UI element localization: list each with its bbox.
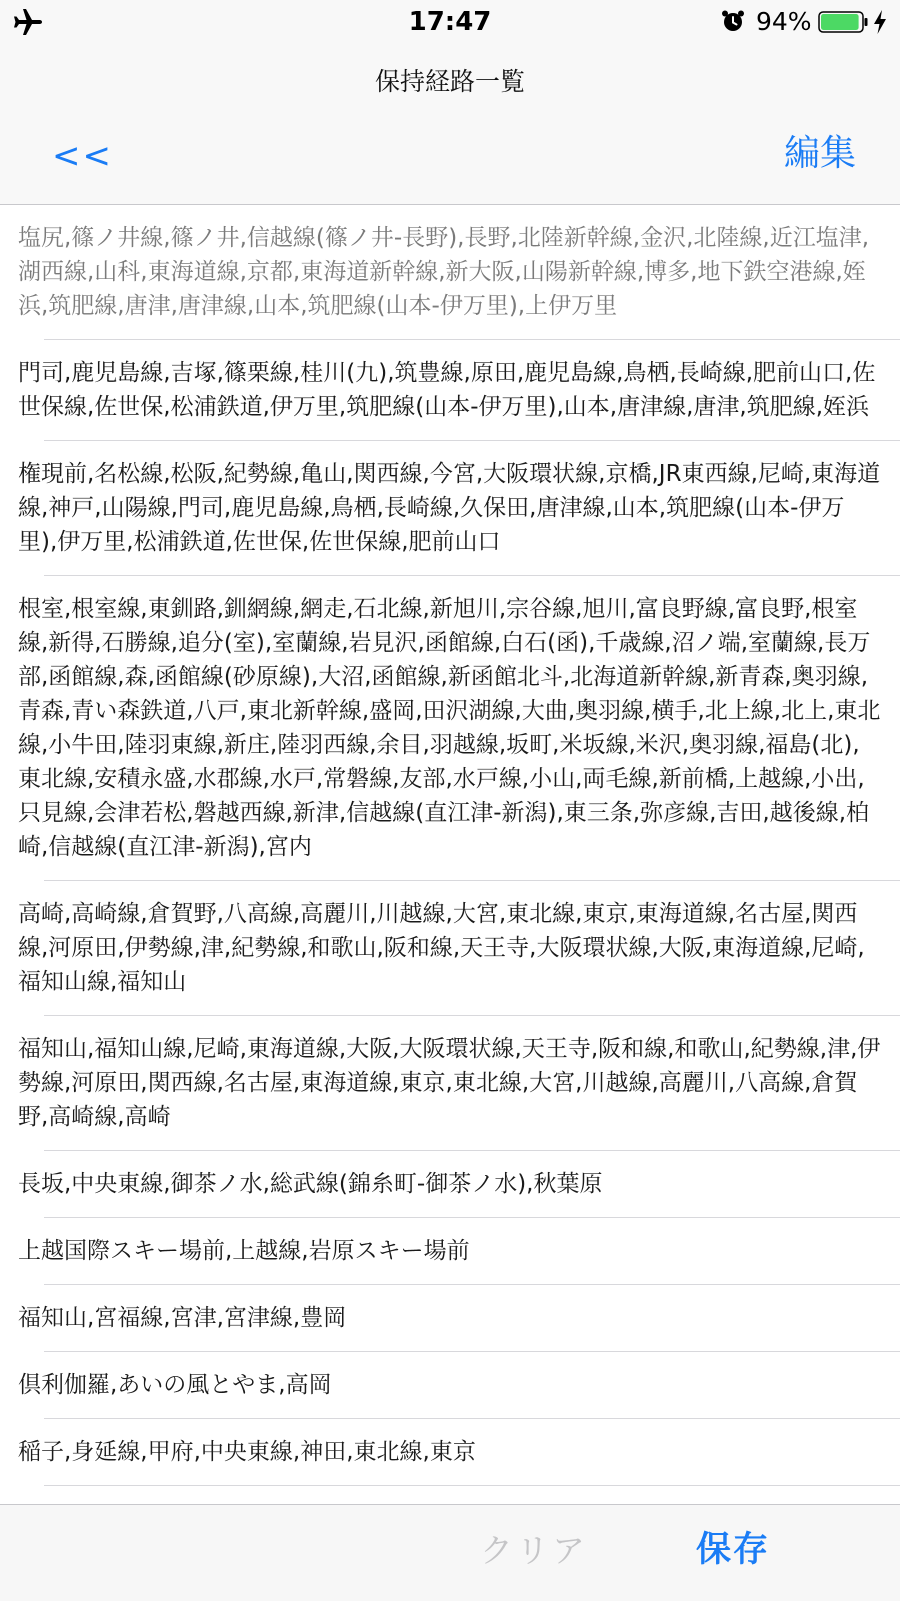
- navigation-bar: [0, 44, 900, 205]
- edit-button[interactable]: 編集: [783, 133, 856, 174]
- route-list-item[interactable]: 倶利伽羅,あいの風とやま,高岡: [0, 1352, 900, 1419]
- battery-icon: [818, 11, 868, 33]
- route-list-item[interactable]: 稲子,身延線,甲府,中央東線,神田,東北線,東京: [0, 1419, 900, 1486]
- route-list-item[interactable]: 福知山,福知山線,尼崎,東海道線,大阪,大阪環状線,天王寺,阪和線,和歌山,紀勢線,津,伊勢線,河原田,関西線,名古屋,東海道線,東京,東北線,大宮,川越線,高麗川,八高線,倉賀野,高崎線,高崎: [0, 1016, 900, 1151]
- status-bar: [0, 0, 900, 44]
- route-list-item[interactable]: 門司,鹿児島線,吉塚,篠栗線,桂川(九),筑豊線,原田,鹿児島線,鳥栖,長崎線,肥前山口,佐世保線,佐世保,松浦鉄道,伊万里,筑肥線(山本-伊万里),山本,唐津線,唐津,筑肥線,姪浜: [0, 340, 900, 441]
- charging-bolt-icon: [872, 9, 888, 35]
- route-list-item[interactable]: 長坂,中央東線,御茶ノ水,総武線(錦糸町-御茶ノ水),秋葉原: [0, 1151, 900, 1218]
- route-list[interactable]: [0, 205, 900, 1505]
- route-list-item[interactable]: 高崎,高崎線,倉賀野,八高線,高麗川,川越線,大宮,東北線,東京,東海道線,名古屋,関西線,河原田,伊勢線,津,紀勢線,和歌山,阪和線,天王寺,大阪環状線,大阪,東海道線,尼崎,福知山線,福知山: [0, 881, 900, 1016]
- route-list-item[interactable]: 権現前,名松線,松阪,紀勢線,亀山,関西線,今宮,大阪環状線,京橋,JR東西線,尼崎,東海道線,神戸,山陽線,門司,鹿児島線,鳥栖,長崎線,久保田,唐津線,山本,筑肥線(山本-伊万里),伊万里,松浦鉄道,佐世保,佐世保線,肥前山口: [0, 441, 900, 576]
- route-list-item[interactable]: 塩尻,篠ノ井線,篠ノ井,信越線(篠ノ井-長野),長野,北陸新幹線,金沢,北陸線,近江塩津,湖西線,山科,東海道線,京都,東海道新幹線,新大阪,山陽新幹線,博多,地下鉄空港線,姪浜,筑肥線,唐津,唐津線,山本,筑肥線(山本-伊万里),上伊万里: [0, 205, 900, 340]
- alarm-icon: [721, 9, 745, 33]
- battery-percent: 94%: [756, 7, 812, 36]
- page-title: 保持経路一覧: [374, 67, 525, 96]
- route-list-item[interactable]: 上越国際スキー場前,上越線,岩原スキー場前: [0, 1218, 900, 1285]
- bottom-toolbar: [0, 1504, 900, 1601]
- route-list-item[interactable]: 根室,根室線,東釧路,釧網線,網走,石北線,新旭川,宗谷線,旭川,富良野線,富良野,根室線,新得,石勝線,追分(室),室蘭線,岩見沢,函館線,白石(函),千歳線,沼ノ端,室蘭線,長万部,函館線,森,函館線(砂原線),大沼,函館線,新函館北斗,北海道新幹線,新青森,奥羽線,青森,青い森鉄道,八戸,東北新幹線,盛岡,田沢湖線,大曲,奥羽線,横手,北上線,北上,東北線,小牛田,陸羽東線,新庄,陸羽西線,余目,羽越線,坂町,米坂線,米沢,奥羽線,福島(北),東北線,安積永盛,水郡線,水戸,常磐線,友部,水戸線,小山,両毛線,新前橋,上越線,小出,只見線,会津若松,磐越西線,新津,信越線(直江津-新潟),東三条,弥彦線,吉田,越後線,柏崎,信越線(直江津-新潟),宮内: [0, 576, 900, 881]
- back-button[interactable]: <<: [52, 136, 113, 176]
- route-list-item[interactable]: 福知山,宮福線,宮津,宮津線,豊岡: [0, 1285, 900, 1352]
- save-button[interactable]: 保存: [696, 1530, 771, 1570]
- clear-button[interactable]: クリア: [480, 1531, 588, 1570]
- status-time: 17:47: [408, 7, 492, 37]
